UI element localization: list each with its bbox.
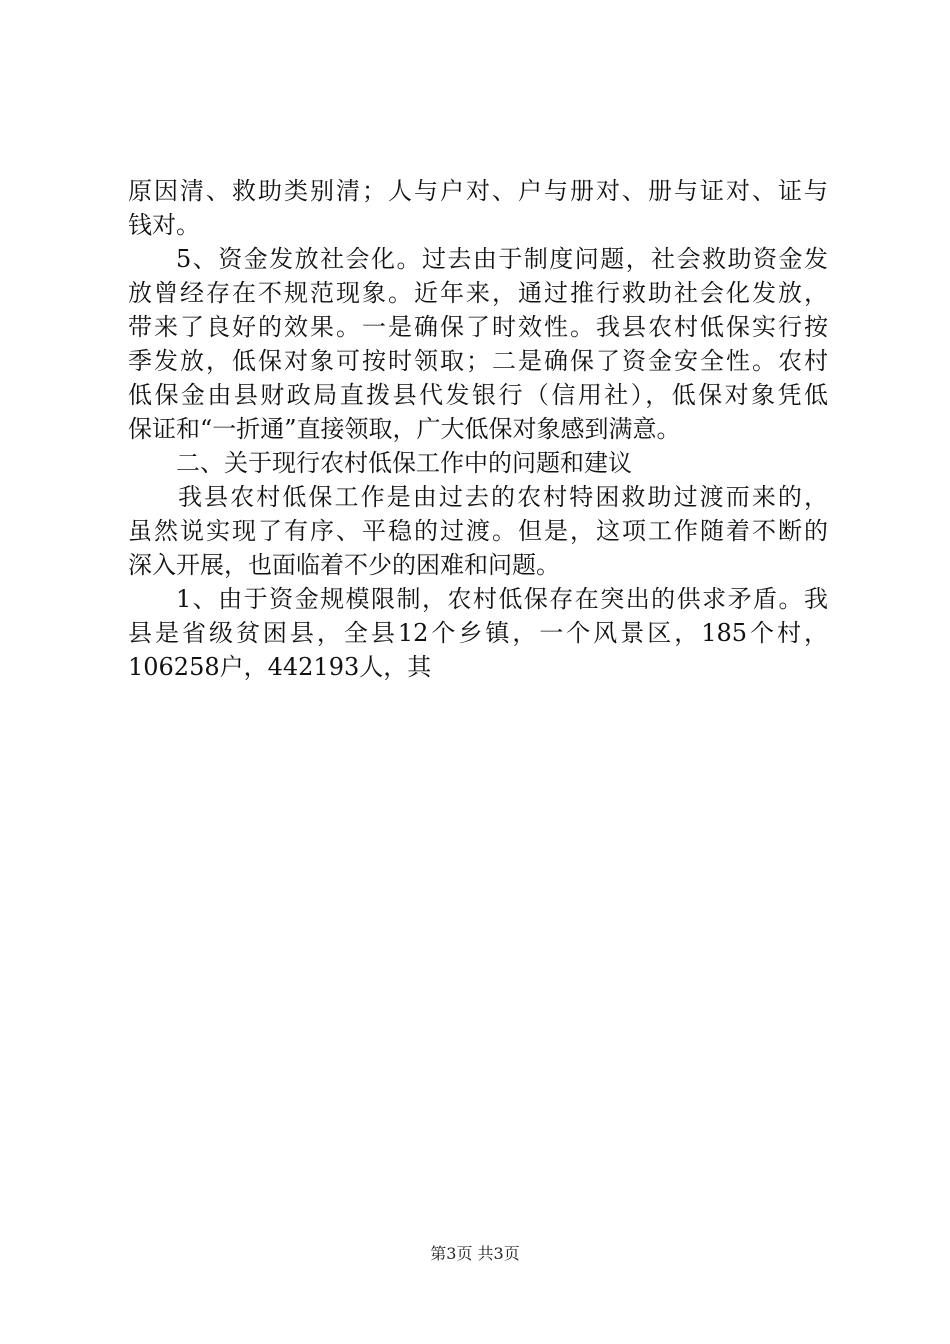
document-body bbox=[128, 174, 828, 684]
paragraph-start-line: 5、资金发放社会化。过去由于制度问题，社会救助资金发 bbox=[176, 245, 828, 273]
text-line: 虽然说实现了有序、平稳的过渡。但是，这项工作随着不断的 bbox=[128, 517, 828, 545]
text-line: 放曾经存在不规范现象。近年来，通过推行救助社会化发放， bbox=[128, 279, 828, 307]
section-heading: 二、关于现行农村低保工作中的问题和建议 bbox=[176, 449, 632, 477]
text-line: 保证和“一折通”直接领取，广大低保对象感到满意。 bbox=[128, 415, 681, 443]
text-line: 带来了良好的效果。一是确保了时效性。我县农村低保实行按 bbox=[128, 313, 828, 341]
text-line: 深入开展，也面临着不少的困难和问题。 bbox=[128, 551, 560, 579]
text-line: 钱对。 bbox=[128, 211, 200, 239]
text-line: 季发放，低保对象可按时领取；二是确保了资金安全性。农村 bbox=[128, 347, 828, 375]
paragraph-start-line: 1、由于资金规模限制，农村低保存在突出的供求矛盾。我 bbox=[176, 585, 828, 613]
page-number-footer: 第3页 共3页 bbox=[430, 1244, 520, 1263]
text-line: 原因清、救助类别清；人与户对、户与册对、册与证对、证与 bbox=[128, 177, 828, 205]
text-line: 低保金由县财政局直拨县代发银行（信用社），低保对象凭低 bbox=[128, 381, 828, 409]
text-line: 县是省级贫困县，全县12个乡镇，一个风景区，185个村， bbox=[128, 619, 828, 647]
paragraph-start-line: 我县农村低保工作是由过去的农村特困救助过渡而来的， bbox=[178, 483, 828, 511]
text-line: 106258户，442193人，其 bbox=[128, 653, 432, 681]
